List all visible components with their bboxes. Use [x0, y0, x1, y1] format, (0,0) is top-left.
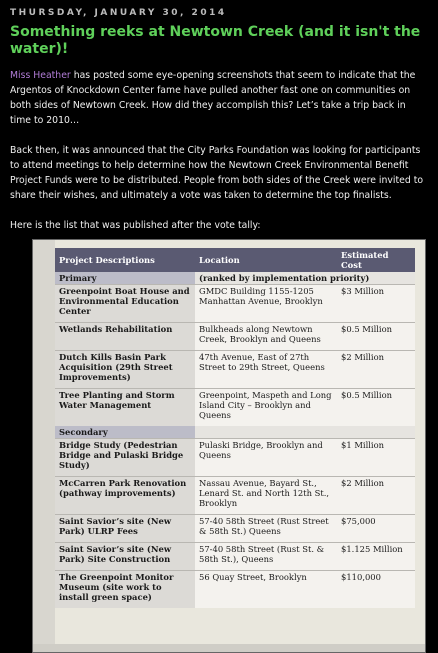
project-location: 47th Avenue, East of 27th Street to 29th Street, Queens — [195, 351, 337, 389]
project-description: Saint Savior’s site (New Park) ULRP Fees — [55, 515, 195, 543]
project-location: 56 Quay Street, Brooklyn — [195, 571, 337, 609]
project-location: 57-40 58th Street (Rust St. & 58th St.), Queens — [195, 543, 337, 571]
miss-heather-link[interactable]: Miss Heather — [10, 70, 71, 81]
project-cost: $1.125 Million — [337, 543, 415, 571]
project-cost: $75,000 — [337, 515, 415, 543]
project-description: Bridge Study (Pedestrian Bridge and Pulaski Bridge Study) — [55, 439, 195, 477]
project-description: Greenpoint Boat House and Environmental Education Center — [55, 285, 195, 323]
project-cost: $0.5 Million — [337, 389, 415, 427]
project-location: Bulkheads along Newtown Creek, Brooklyn and Queens — [195, 323, 337, 351]
section-note — [195, 426, 415, 439]
paragraph-intro-text: has posted some eye-opening screenshots that seem to indicate that the Argentos of Knockdown Center fame have pulled another fast one on communities on both sides of Newtown Creek. How did they accomplish this? Let’s take a trip back in time to 2010… — [10, 70, 416, 126]
section-secondary — [55, 426, 415, 439]
project-location: GMDC Building 1155-1205 Manhattan Avenue, Brooklyn — [195, 285, 337, 323]
project-description: Wetlands Rehabilitation — [55, 323, 195, 351]
paragraph-background: Back then, it was announced that the City Parks Foundation was looking for participants to attend meetings to help determine how the Newtown Creek Environmental Benefit Project Funds were to be distributed. People from both sides of the Creek were invited to share their wishes, and ultimately a vote was taken to determine the top finalists. — [10, 145, 424, 201]
header-location: Location — [195, 248, 337, 272]
project-description: The Greenpoint Monitor Museum (site work to install green space) — [55, 571, 195, 609]
header-project-descriptions: Project Descriptions — [55, 248, 195, 272]
vote-results-photo — [32, 239, 426, 653]
section-label: Primary — [55, 272, 195, 285]
table-row — [55, 439, 415, 477]
paragraph-list-intro: Here is the list that was published after the vote tally: — [10, 220, 261, 231]
project-location: 57-40 58th Street (Rust Street & 58th St.) Queens — [195, 515, 337, 543]
section-label: Secondary — [55, 426, 195, 439]
project-description: Saint Savior’s site (New Park) Site Construction — [55, 543, 195, 571]
table-row — [55, 543, 415, 571]
table-row — [55, 477, 415, 515]
project-cost: $1 Million — [337, 439, 415, 477]
project-location: Nassau Avenue, Bayard St., Lenard St. and North 12th St., Brooklyn — [195, 477, 337, 515]
photo-bottom-margin — [33, 644, 425, 652]
project-location: Greenpoint, Maspeth and Long Island City – Brooklyn and Queens — [195, 389, 337, 427]
table-row — [55, 389, 415, 427]
table-row — [55, 515, 415, 543]
section-primary — [55, 272, 415, 285]
project-cost: $0.5 Million — [337, 323, 415, 351]
table-row — [55, 571, 415, 609]
header-estimated-cost: Estimated Cost — [337, 248, 415, 272]
project-location: Pulaski Bridge, Brooklyn and Queens — [195, 439, 337, 477]
table-row — [55, 285, 415, 323]
section-note: (ranked by implementation priority) — [195, 272, 415, 285]
project-cost: $2 Million — [337, 477, 415, 515]
photo-left-margin — [33, 240, 55, 652]
post-date: THURSDAY, JANUARY 30, 2014 — [10, 8, 227, 18]
post-title[interactable]: Something reeks at Newtown Creek (and it isn't the water)! — [10, 24, 421, 57]
project-description: McCarren Park Renovation (pathway improvements) — [55, 477, 195, 515]
project-description: Tree Planting and Storm Water Management — [55, 389, 195, 427]
project-description: Dutch Kills Basin Park Acquisition (29th Street Improvements) — [55, 351, 195, 389]
project-cost: $110,000 — [337, 571, 415, 609]
table-row — [55, 323, 415, 351]
projects-table — [55, 248, 415, 608]
paragraph-intro — [10, 68, 428, 128]
project-cost: $3 Million — [337, 285, 415, 323]
table-row — [55, 351, 415, 389]
project-cost: $2 Million — [337, 351, 415, 389]
